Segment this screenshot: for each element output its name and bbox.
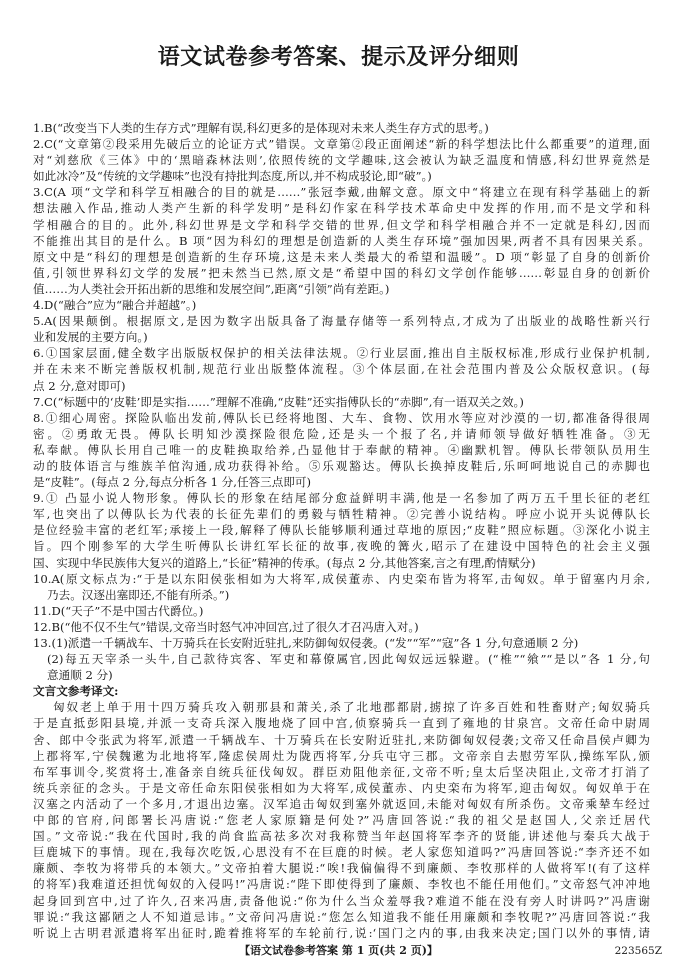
page-number-label: 【语文试卷参考答案 第 1 页(共 2 页)】 [239,944,438,957]
translation-line: 于是直抵彭阳县境,并派一支奇兵深入腹地烧了回中宫,侦察骑兵一直到了雍地的甘泉宫。文帝任命中尉周 [33,716,650,731]
document-title: 语文试卷参考答案、提示及评分细则 [157,44,520,70]
answer-line: 意通顺 2 分) [47,668,113,683]
answer-line: 3.C(A 项“文学和科学互相融合的目的就是……”张冠李戴,曲解文意。原文中“将建立在现有科学基础上的新 [33,185,650,200]
answer-item-1 [33,120,650,136]
answer-key-body [33,120,650,941]
answer-line: 点 2 分,意对即可) [33,378,126,393]
answer-line: 2.C(“文章第②段采用先破后立的论证方式”错误。文章第②段正面阐述“新的科学想法比什么都重要”的道理,面 [33,137,650,152]
answer-line: 不能推出其目的是什么。B 项“因为科幻的理想是创造新的人类生存环境”强加因果,两者不具有因果关系。 [33,233,650,248]
answer-line: 6.①国家层面,健全数字出版版权保护的相关法律法规。②行业层面,推出自主版权标准,形成行业保护机制, [33,346,650,361]
answer-line: 原文中是“科幻的理想是创造新的生存环境,这是未来人类最大的希望和温暖”。D 项“彰显了自身的创新价 [33,249,650,264]
answer-line: 想法融入作品,推动人类产生新的科学发明”是科幻作家在科学技术革命史中发挥的作用,而不是文学和科 [33,201,650,216]
answer-item-8 [33,410,650,490]
page-footer [0,944,677,958]
answer-line: 9.① 凸显小说人物形象。傅队长的形象在结尾部分愈益鲜明丰满,他是一名参加了两万五千里长征的老红 [33,491,650,506]
answer-item-9 [33,490,650,570]
translation-line: 布军事训令,奖赏将士,准备亲自统兵征伐匈奴。群臣劝阻他亲征,文帝不听;皇太后坚决阻止,文帝才打消了 [33,764,650,779]
answer-line: 动的肢体语言与维族羊倌沟通,成功获得补给。⑤乐观豁达。傅队长换掉皮鞋后,乐呵呵地说自己的赤脚也 [33,458,650,473]
translation-line: 听说上古明君派遣将军出征时,跪着推将军的车轮前行,说:‘国门之内的事,由我来决定;国门以外的事情,请 [33,925,650,940]
answer-line: 乃去。汉逐出塞即还,不能有所杀。”) [47,587,230,602]
translation-line: 起身回到宫中,过了许久,召来冯唐,责备他说:“你为什么当众羞辱我?难道不能在没有旁人时讲吗?”冯唐谢 [33,893,650,908]
classical-translation [33,683,650,941]
translation-line: 巨鹿城下的事情。现在,我每次吃饭,心思没有不在巨鹿的时候。老人家您知道吗?”冯唐回答说:“李齐还不如 [33,845,650,860]
answer-line: 并在未来不断完善版权机制,规范行业出版整体流程。③个体层面,在社会范围内普及公众版权意识。(每 [33,362,650,377]
answer-line: 旨。四个刚参军的大学生听傅队长讲红军长征的故事,夜晚的篝火,昭示了在建设中国特色的社会主义强 [33,539,650,554]
answer-line: 5.A(因果颠倒。根据原文,是因为数字出版具备了海量存储等一系列特点,才成为了出版业的战略性新兴行 [33,314,650,329]
translation-line: 廉颇、李牧为将带兵的本领大。”文帝拍着大腿说:“唉!我偏偏得不到廉颇、李牧那样的人做将军!(有了这样 [33,861,650,876]
answer-item-7 [33,394,650,410]
translation-line: 罪说:“我这鄙陋之人不知道忌讳。”文帝问冯唐说:“您怎么知道我不能任用廉颇和李牧呢?”冯唐回答说:“我 [33,909,650,924]
answer-line: 业和发展的主要方向。) [33,330,148,345]
answer-line: 值,引领世界科幻文学的发展”把未然当已然,原文是“希望中国的科幻文学创作能够……彰显自身的创新价 [33,265,650,280]
translation-line: 上郡将军,宁侯魏遬为北地将军,隆虑侯周灶为陇西将军,分兵屯守三郡。文帝亲自去慰劳军队,操练军队,颁 [33,748,650,763]
answer-line: 是位经验丰富的老红军;承接上一段,解释了傅队长能够顺利通过草地的原因;“皮鞋”照应标题。③深化小说主 [33,523,650,538]
answer-line: 私奉献。傅队长用自己唯一的皮鞋换取给养,凸显他甘于奉献的精神。④幽默机智。傅队长带领队员用生 [33,442,650,457]
answer-line: 对“刘慈欣《三体》中的‘黑暗森林法则’,依照传统的文学趣味,这会被认为缺乏温度和情感,科幻世界竟然是 [33,153,650,168]
translation-line: 国。”文帝说:“我在代国时,我的尚食监高祛多次对我称赞当年赵国将军李齐的贤能,讲述他与秦兵大战于 [33,829,650,844]
translation-line: 匈奴老上单于用十四万骑兵攻入朝那县和萧关,杀了北地郡都尉,掳掠了许多百姓和牲畜财产;匈奴骑兵 [53,700,650,715]
answer-line: 8.①细心周密。探险队临出发前,傅队长已经将地图、大车、食物、饮用水等应对沙漠的一切,都准备得很周 [33,410,650,425]
answer-line: 值……为人类社会开拓出新的思维和发展空间”,距离“引领”尚有差距。) [33,281,390,296]
answer-line: 学相融合的目的。此外,科幻世界是文学和科学交错的世界,但文学和科学相融合并不一定就是科幻,因而 [33,217,650,232]
answer-item-10 [33,571,650,603]
answer-line: 军,也突出了以傅队长为代表的长征先辈们的勇毅与牺牲精神。②完善小说结构。呼应小说开头说傅队长 [33,507,650,522]
translation-line: 的将军)我难道还担忧匈奴的入侵吗!”冯唐说:“陛下即使得到了廉颇、李牧也不能任用他们。”文帝怒气冲冲地 [33,877,650,892]
answer-line: 13.(1)派遣一千辆战车、十万骑兵在长安附近驻扎,来防御匈奴侵袭。(“发”“军”“寇”各 1 分,句意通顺 2 分) [33,636,579,650]
answer-item-6 [33,345,650,393]
translation-heading: 文言文参考译文: [33,684,119,699]
answer-line: 国、实现中华民族伟大复兴的道路上,“长征”精神的传承。(每点 2 分,其他答案,言之有理,酌情赋分) [33,555,536,570]
answer-item-3 [33,184,650,297]
answer-line: 密。②勇敢无畏。傅队长明知沙漠探险很危险,还是头一个报了名,并请师领导做好牺牲准备。③无 [33,426,650,441]
answer-line: 12.B(“他不仅不生气”错误,文帝当时怒气冲冲回宫,过了很久才召冯唐入对。) [33,619,419,634]
answer-item-2 [33,136,650,184]
answer-line: 1.B(“改变当下人类的生存方式”理解有误,科幻更多的是体现对未来人类生存方式的思考。) [33,121,489,135]
answer-line: 如此冰冷”及“传统的文学趣味”也没有持批判态度,所以,并不构成驳论,即“破”。) [33,169,432,184]
answer-item-13 [33,635,650,683]
document-code: 223565Z [614,945,662,957]
answer-item-5 [33,313,650,345]
translation-line: 统兵亲征的念头。于是文帝任命东阳侯张相如为大将军,成侯董赤、内史栾布为将军,迎击匈奴。匈奴单于在 [33,780,650,795]
answer-line: 7.C(“标题中的‘皮鞋’即是实指……”理解不准确,“皮鞋”还实指傅队长的“赤脚”,有一语双关之效。) [33,394,524,409]
answer-line: 是“皮鞋”。(每点 2 分,每点分析各 1 分,任答三点即可) [33,475,312,490]
answer-line: 11.D(“天子”不是中国古代爵位。) [33,603,204,618]
answer-line: 10.A(原文标点为:“于是以东阳侯张相如为大将军,成侯董赤、内史栾布皆为将军,击匈奴。单于留塞内月余, [33,571,650,586]
answer-line: 4.D(“融合”应为“融合并超越”。) [33,298,197,313]
answer-line: (2)每五天宰杀一头牛,自己款待宾客、军吏和幕僚属官,因此匈奴远远躲避。(“椎”“飨”“是以”各 1 分,句 [47,652,650,667]
answer-item-4 [33,297,650,313]
translation-line: 汉塞之内活动了一个多月,才退出边塞。汉军追击匈奴到塞外就返回,未能对匈奴有所杀伤。文帝乘辇车经过 [33,796,650,811]
answer-item-11 [33,603,650,619]
translation-line: 舍、郎中令张武为将军,派遣一千辆战车、十万骑兵在长安附近驻扎,来防御匈奴侵袭;文帝又任命昌侯卢卿为 [33,732,650,747]
answer-item-12 [33,619,650,635]
translation-line: 中郎的官府,问郎署长冯唐说:“您老人家原籍是何处?”冯唐回答说:“我的祖父是赵国人,父亲迁居代 [33,813,650,828]
